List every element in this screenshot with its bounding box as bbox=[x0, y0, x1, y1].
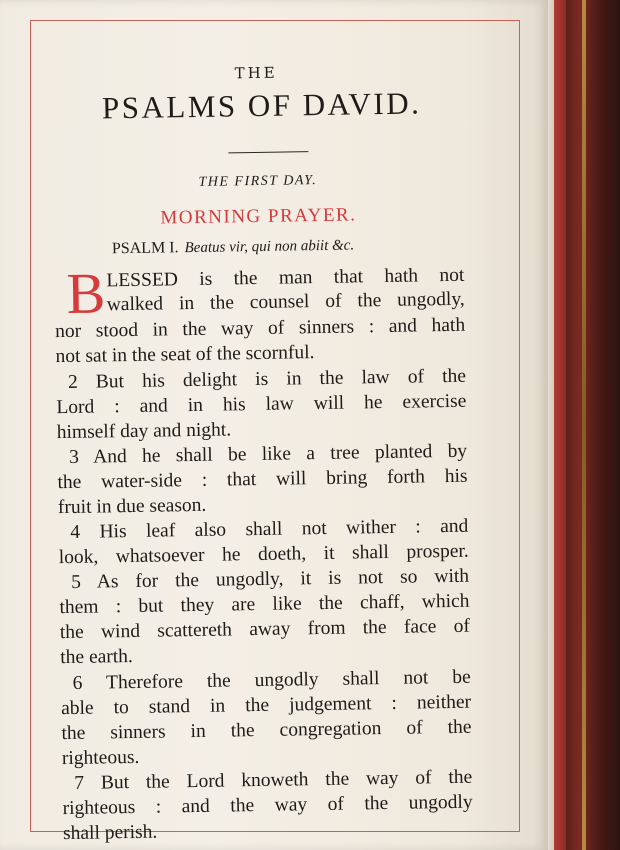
verse-6-line-1: 6 Therefore the ungodly shall not be bbox=[72, 666, 471, 694]
drop-cap: B bbox=[66, 260, 106, 326]
verse-4-line-2: look, whatsoever he doeth, it shall prosper. bbox=[58, 540, 469, 569]
verse-2-line-3: himself day and night. bbox=[56, 419, 232, 444]
book-cover bbox=[566, 0, 620, 850]
verse-7-line-2: righteous : and the way of the ungodly bbox=[62, 791, 473, 820]
verse-7-line-3: shall perish. bbox=[62, 821, 158, 845]
verse-4-line-1: 4 His leaf also shall not wither : and bbox=[70, 515, 469, 543]
gilt-edge bbox=[582, 0, 586, 850]
page-text bbox=[50, 0, 473, 845]
verse-3-line-1: 3 And he shall be like a tree planted by bbox=[68, 440, 468, 468]
verse-6-line-2: able to stand in the judgement : neither bbox=[60, 691, 472, 720]
psalm-latin-incipit: Beatus vir, qui non abiit &c. bbox=[184, 237, 355, 257]
verse-2-line-2: Lord : and in his law will he exercise bbox=[56, 390, 467, 419]
verse-7-line-1: 7 But the Lord knoweth the way of the bbox=[74, 766, 473, 794]
verse-6-line-3: the sinners in the congregation of the bbox=[61, 716, 472, 745]
verse-3-line-3: fruit in due season. bbox=[57, 494, 207, 519]
red-page-edge bbox=[554, 0, 566, 850]
verse-1-line-3: nor stood in the way of sinners : and hath bbox=[55, 314, 466, 343]
verse-1-line-2: walked in the counsel of the ungodly, bbox=[106, 288, 465, 316]
heading-the: THE bbox=[234, 63, 278, 83]
verse-5-line-3: the wind scattereth away from the face of bbox=[59, 615, 471, 644]
verse-5-line-1: 5 As for the ungodly, it is not so with bbox=[70, 565, 470, 593]
service-heading: MORNING PRAYER. bbox=[160, 204, 357, 229]
verse-5-line-2: them : but they are like the chaff, which bbox=[59, 590, 470, 619]
verse-3-line-2: the water-side : that will bring forth his bbox=[57, 465, 468, 494]
verse-1-line-1: LESSED is the man that hath not bbox=[106, 264, 465, 292]
page-title: PSALMS OF DAVID. bbox=[101, 85, 422, 126]
psalm-heading bbox=[112, 236, 355, 258]
day-heading: THE FIRST DAY. bbox=[198, 173, 318, 190]
verse-1-line-4: not sat in the seat of the scornful. bbox=[55, 342, 315, 368]
verse-5-line-4: the earth. bbox=[60, 646, 134, 669]
verse-2-line-1: 2 But his delight is in the law of the bbox=[67, 365, 467, 393]
psalm-number: PSALM I. bbox=[111, 239, 179, 258]
verse-6-line-4: righteous. bbox=[61, 746, 140, 770]
